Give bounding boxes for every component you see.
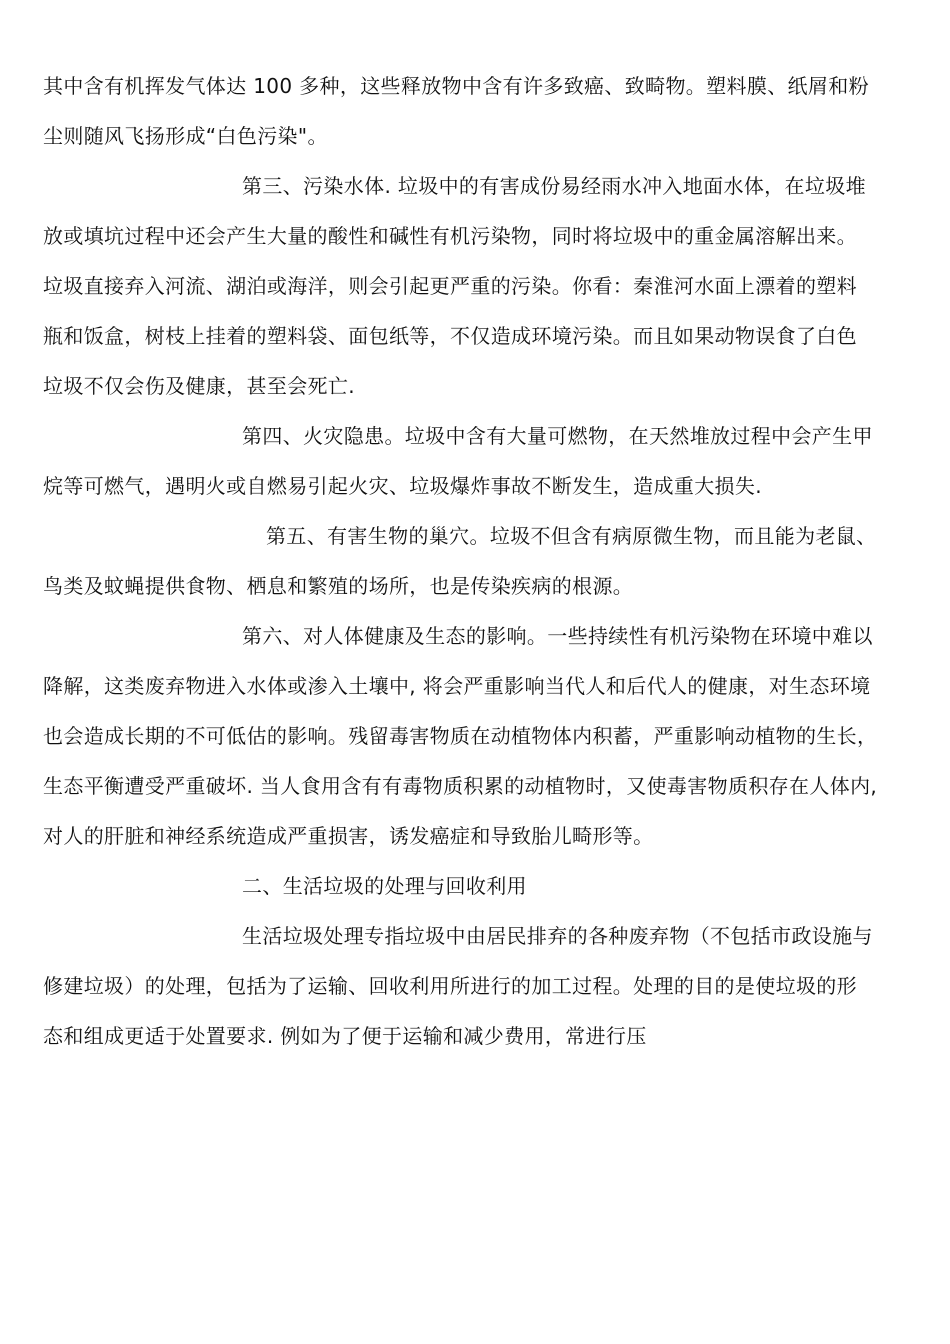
text-line-11: 鸟类及蚊蝇提供食物、栖息和繁殖的场所，也是传染疾病的根源。 [43,574,634,598]
text-line-16: 对人的肝脏和神经系统造成严重损害，诱发癌症和导致胎儿畸形等。 [43,824,654,848]
text-line-1: 其中含有机挥发气体达 100 多种，这些释放物中含有许多致癌、致畸物。塑料膜、纸屑和粉 [43,74,869,98]
text-line-2: 尘则随风飞扬形成“白色污染"。 [43,124,328,148]
paragraph-6-first-line: 第六、对人体健康及生态的影响。一些持续性有机污染物在环境中难以 [242,624,873,648]
text-line-4: 放或填坑过程中还会产生大量的酸性和碱性有机污染物，同时将垃圾中的重金属溶解出来。 [43,224,857,248]
text-line-5: 垃圾直接弃入河流、湖泊或海洋，则会引起更严重的污染。你看：秦淮河水面上漂着的塑料 [43,274,857,298]
text-line-13: 降解，这类废弃物进入水体或渗入土壤中, 将会严重影响当代人和后代人的健康，对生态环境 [43,674,871,698]
text-line-15: 生态平衡遭受严重破坏. 当人食用含有有毒物质积累的动植物时，又使毒害物质积存在人体内, [43,774,878,798]
text-line-19: 修建垃圾）的处理，包括为了运输、回收利用所进行的加工过程。处理的目的是使垃圾的形 [43,974,857,998]
text-line-14: 也会造成长期的不可低估的影响。残留毒害物质在动植物体内积蓄，严重影响动植物的生长， [43,724,878,748]
text-line-6: 瓶和饭盒，树枝上挂着的塑料袋、面包纸等，不仅造成环境污染。而且如果动物误食了白色 [43,324,857,348]
text-line-20: 态和组成更适于处置要求. 例如为了便于运输和减少费用，常进行压 [43,1024,647,1048]
paragraph-3-first-line: 第三、污染水体. 垃圾中的有害成份易经雨水冲入地面水体，在垃圾堆 [242,174,866,198]
text-line-9: 烷等可燃气，遇明火或自燃易引起火灾、垃圾爆炸事故不断发生，造成重大损失. [43,474,762,498]
text-line-7: 垃圾不仅会伤及健康，甚至会死亡. [43,374,355,398]
paragraph-7-first-line: 生活垃圾处理专指垃圾中由居民排弃的各种废弃物（不包括市政设施与 [242,924,873,948]
paragraph-4-first-line: 第四、火灾隐患。垃圾中含有大量可燃物，在天然堆放过程中会产生甲 [242,424,873,448]
section-heading: 二、生活垃圾的处理与回收利用 [242,874,527,898]
paragraph-5-first-line: 第五、有害生物的巢穴。垃圾不但含有病原微生物，而且能为老鼠、 [266,524,877,548]
